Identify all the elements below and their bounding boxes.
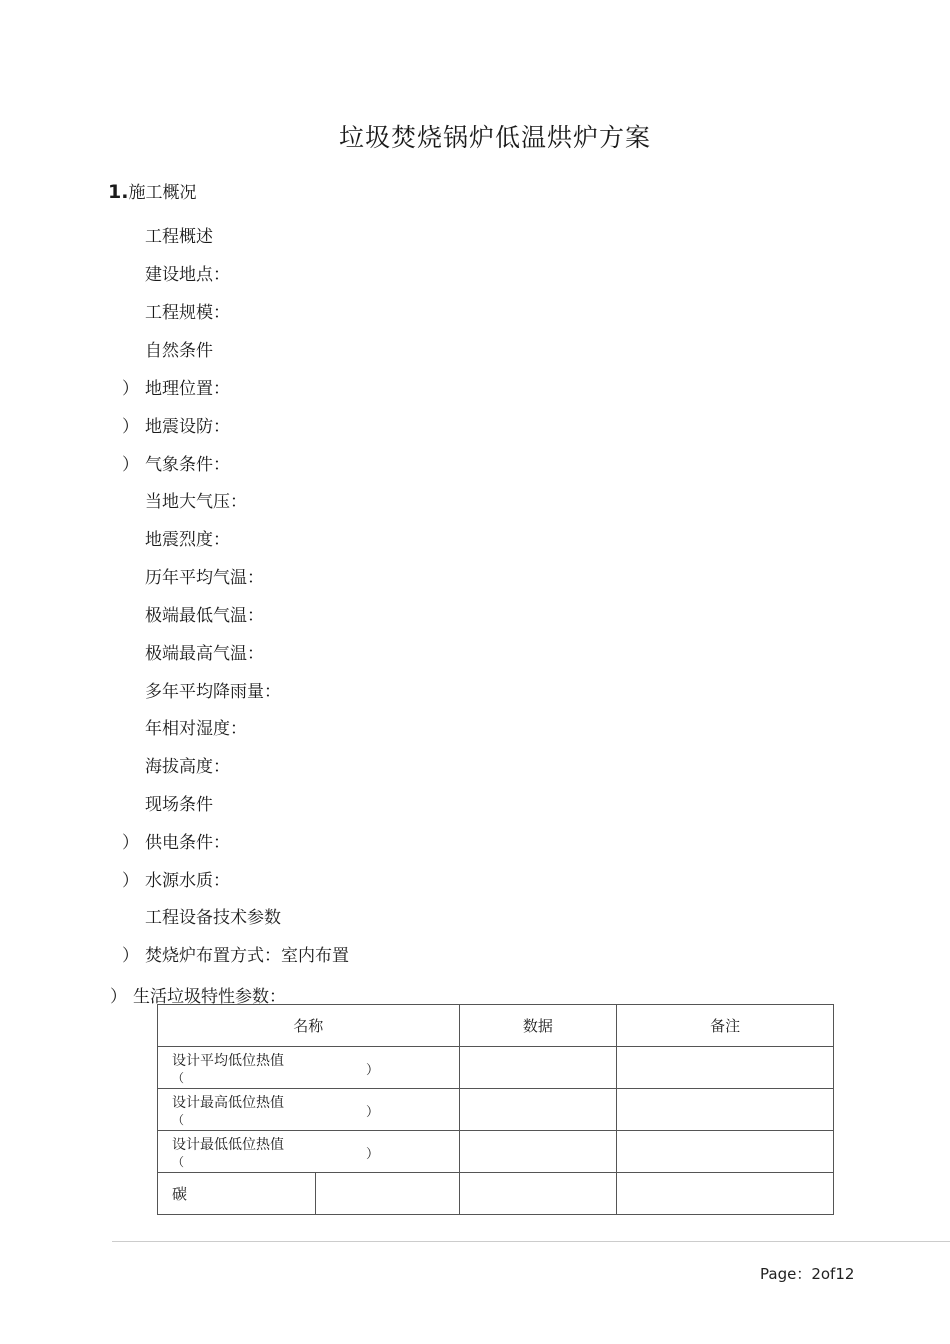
row-name: 设计最低低位热值 — [172, 1137, 284, 1153]
line-min-temp: 极端最低气温： — [145, 606, 264, 626]
cell-name — [158, 1131, 460, 1173]
line-max-temp: 极端最高气温： — [145, 644, 264, 664]
line-weather — [122, 450, 230, 475]
unit-open: （ — [172, 1113, 185, 1127]
line-project-overview: 工程概述 — [145, 227, 213, 247]
line-seismic-intensity: 地震烈度： — [145, 530, 230, 550]
header-data: 数据 — [459, 1005, 617, 1047]
line-text: 供电条件： — [145, 833, 230, 853]
page-number: Page：2of12 — [760, 1265, 855, 1283]
line-scale: 工程规模： — [145, 303, 230, 323]
row-name: 设计平均低位热值 — [172, 1053, 284, 1069]
cell-data — [459, 1173, 617, 1215]
table-header-row — [158, 1005, 834, 1047]
paren-mark: ） — [122, 379, 139, 399]
paren-mark: ） — [122, 833, 139, 853]
paren-mark: ） — [122, 871, 139, 891]
cell-name — [158, 1047, 460, 1089]
line-text: 地理位置： — [145, 379, 230, 399]
section-label: 施工概况 — [128, 183, 197, 203]
cell-carbon-sub — [315, 1173, 459, 1215]
section-number: 1. — [108, 181, 129, 203]
paren-mark: ） — [110, 987, 127, 1007]
table-row — [158, 1173, 834, 1215]
section-heading — [108, 178, 196, 203]
cell-data — [459, 1089, 617, 1131]
line-text: 生活垃圾特性参数： — [133, 987, 286, 1007]
line-natural: 自然条件 — [145, 341, 213, 361]
cell-remarks — [617, 1089, 834, 1131]
line-seismic-defense — [122, 412, 230, 437]
line-avg-temp: 历年平均气温： — [145, 568, 264, 588]
table-row — [158, 1131, 834, 1173]
line-geo-location — [122, 374, 230, 399]
table-row — [158, 1047, 834, 1089]
unit-close: ） — [366, 1063, 380, 1078]
line-site: 建设地点： — [145, 265, 230, 285]
cell-name — [158, 1089, 460, 1131]
table-row — [158, 1089, 834, 1131]
line-text: 焚烧炉布置方式：室内布置 — [145, 946, 349, 966]
line-text: 气象条件： — [145, 455, 230, 475]
line-site-conditions: 现场条件 — [145, 795, 213, 815]
paren-mark: ） — [122, 455, 139, 475]
cell-remarks — [617, 1131, 834, 1173]
line-water — [122, 866, 230, 891]
line-text: 水源水质： — [145, 871, 230, 891]
cell-remarks — [617, 1173, 834, 1215]
line-humidity: 年相对湿度： — [145, 719, 247, 739]
cell-carbon: 碳 — [158, 1173, 316, 1215]
line-altitude: 海拔高度： — [145, 757, 230, 777]
paren-mark: ） — [122, 417, 139, 437]
unit-open: （ — [172, 1071, 185, 1085]
cell-remarks — [617, 1047, 834, 1089]
cell-data — [459, 1047, 617, 1089]
line-text: 地震设防： — [145, 417, 230, 437]
unit-open: （ — [172, 1155, 185, 1169]
line-rainfall: 多年平均降雨量： — [145, 682, 281, 702]
line-incinerator-layout — [122, 941, 349, 966]
line-pressure: 当地大气压： — [145, 492, 247, 512]
unit-close: ） — [366, 1147, 380, 1162]
line-equipment-params: 工程设备技术参数 — [145, 908, 281, 928]
line-power — [122, 828, 230, 853]
paren-mark: ） — [122, 946, 139, 966]
cell-data — [459, 1131, 617, 1173]
footer-divider — [112, 1241, 950, 1242]
header-remarks: 备注 — [617, 1005, 834, 1047]
waste-parameters-table — [157, 1004, 834, 1215]
header-name: 名称 — [158, 1005, 460, 1047]
page-title: 垃圾焚烧锅炉低温烘炉方案 — [338, 123, 651, 152]
unit-close: ） — [366, 1105, 380, 1120]
row-name: 设计最高低位热值 — [172, 1095, 284, 1111]
